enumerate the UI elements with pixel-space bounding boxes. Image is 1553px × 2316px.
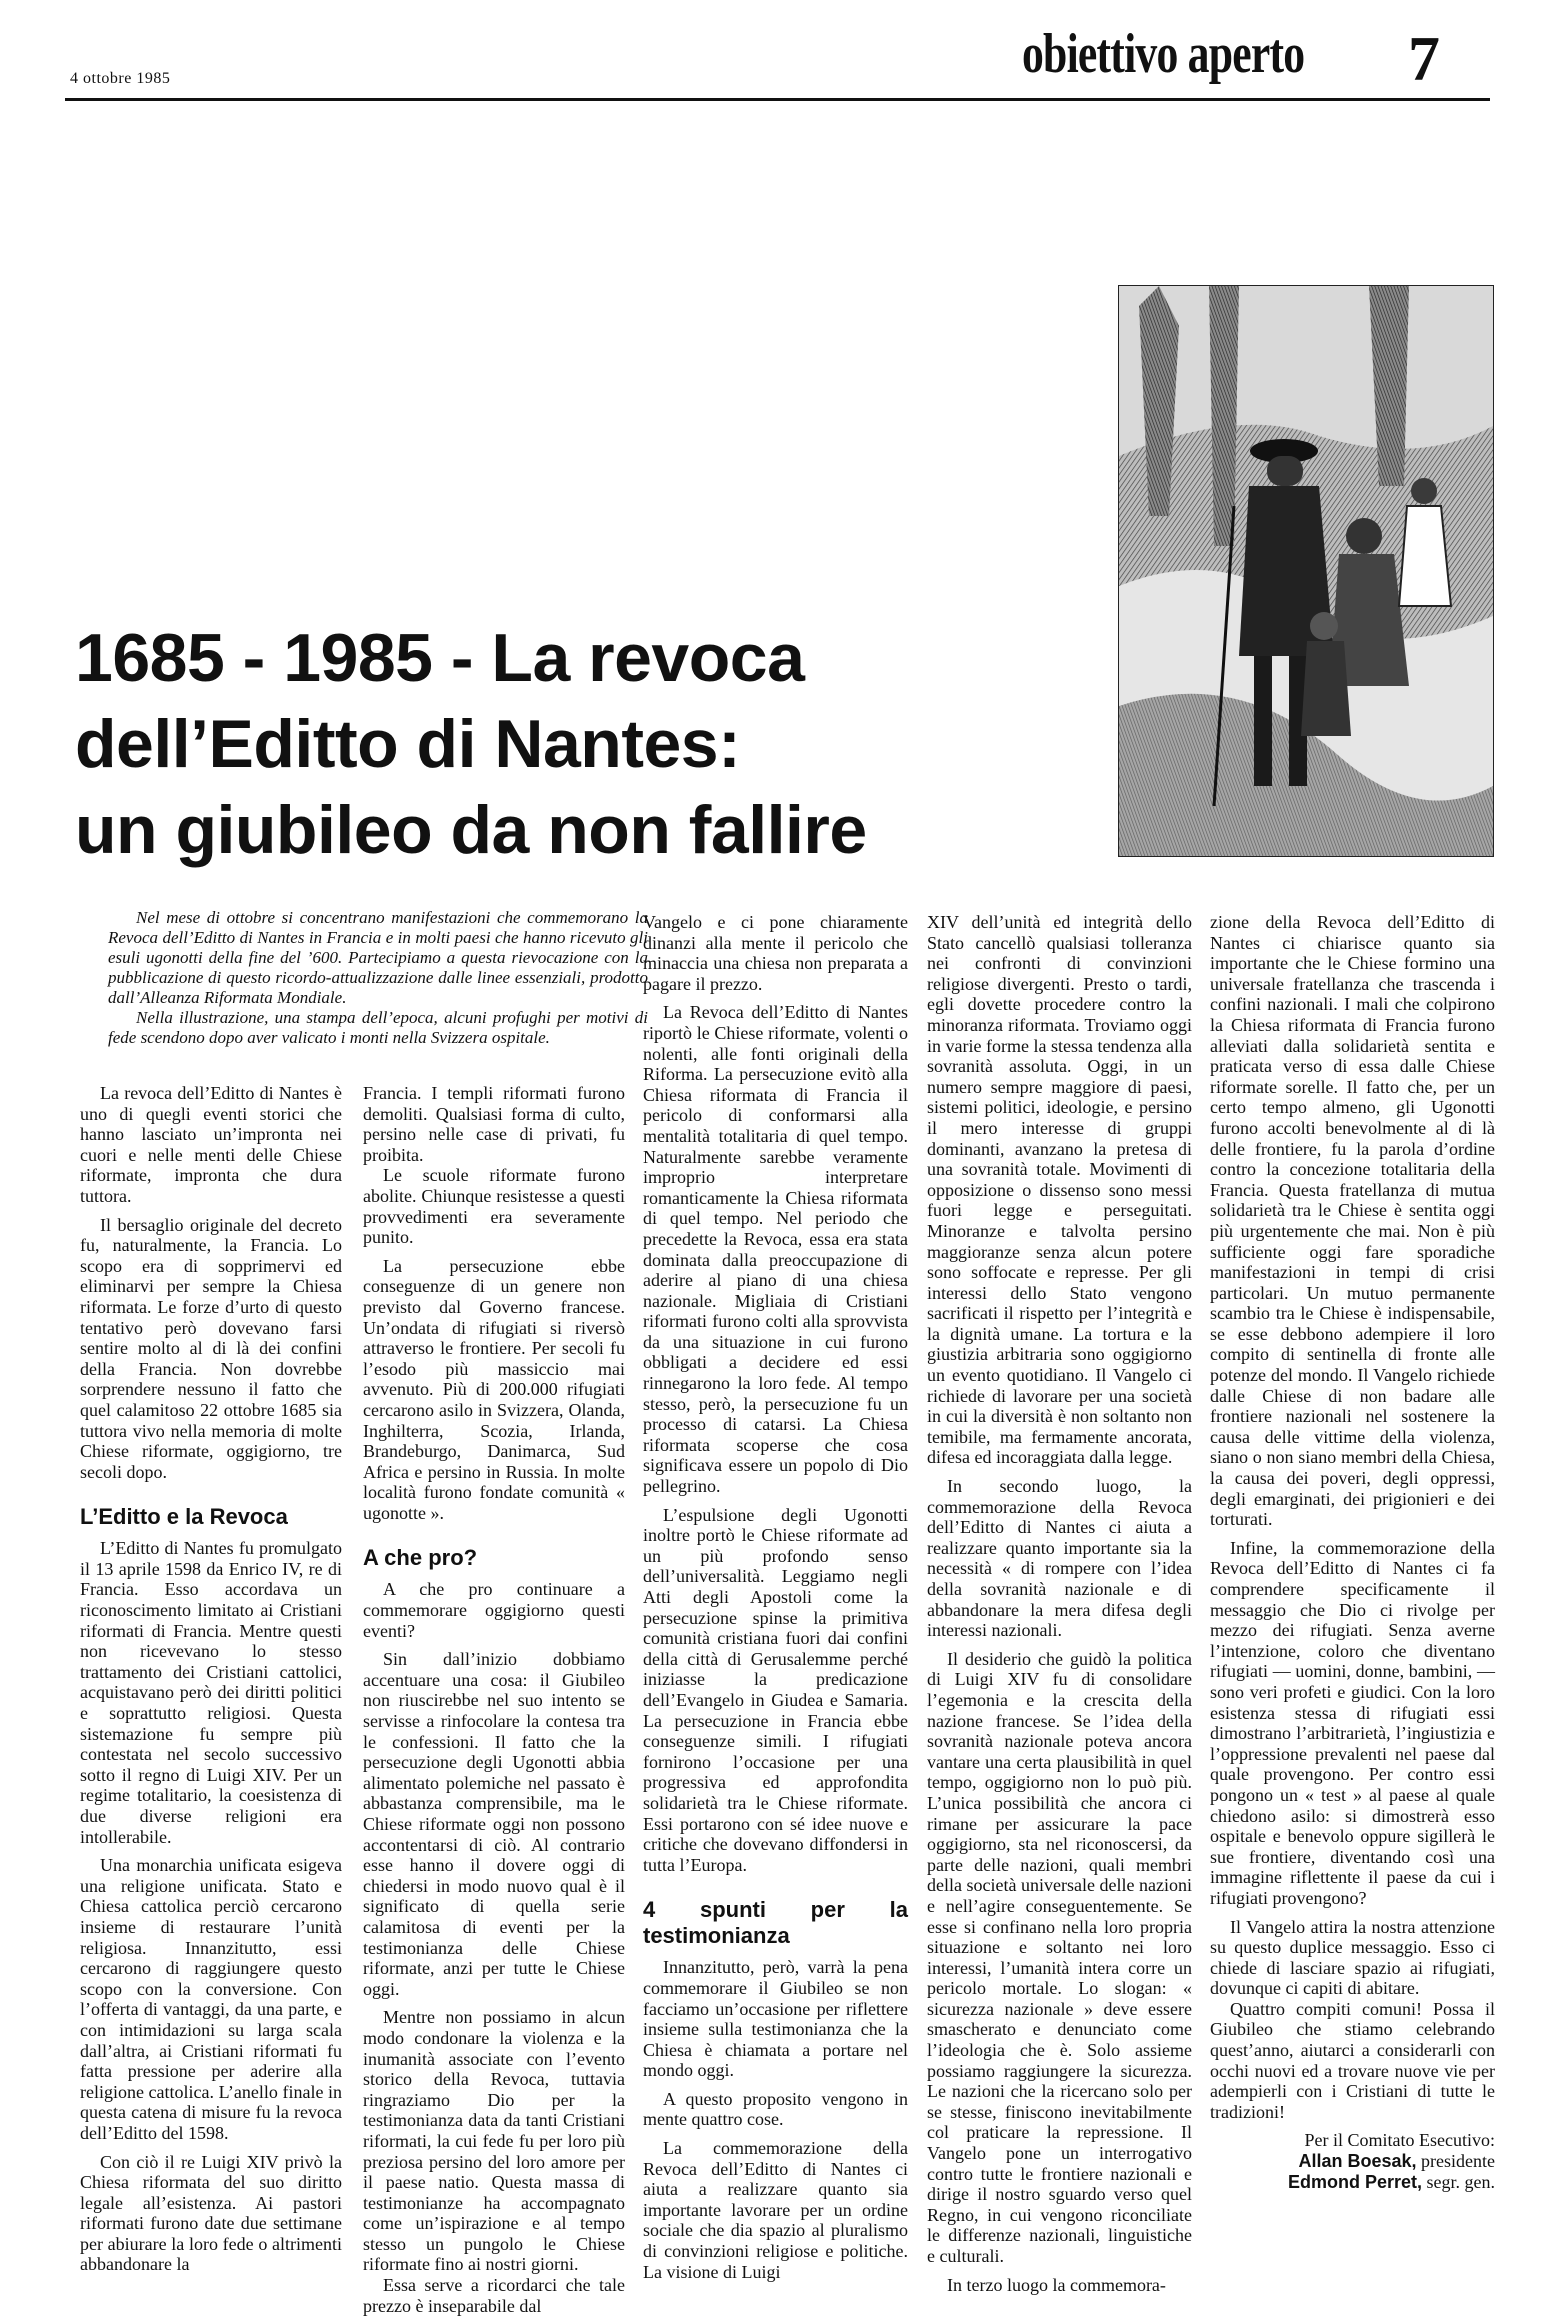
paragraph: La persecuzione ebbe conseguenze di un genere non previsto dal Governo francese. Un’ondata di rifugiati si riversò attraverso le frontiere. Per secoli fu l’esodo più massiccio mai avvenuto. Più di 200.000 rifugiati cercarono asilo in Svizzera, Olanda, Inghilterra, Scozia, Irlanda, Brandeburgo, Danimarca, Sud Africa e persino in Russia. In molte località furono fondate comunità « ugonotte ».	[363, 1255, 625, 1523]
paragraph: L’espulsione degli Ugonotti inoltre portò le Chiese riformate ad un più profondo senso dell’universalità. Leggiamo negli Atti degli Apostoli come la persecuzione spinse la primitiva comunità cristiana fuori dai confini della città di Gerusalemme perché iniziasse la predicazione dell’Evangelo in Giudea e Samaria. La persecuzione in Francia ebbe conseguenze simili. I rifugiati fornirono l’occasione per una progressiva ed approfondita solidarietà tra le Chiese riformate. Essi portarono con sé idee nuove e critiche che dovevano diffondersi in tutta l’Europa.	[643, 1504, 908, 1875]
article-column-4	[927, 912, 1192, 2295]
subheading-4-spunti: 4 spunti per la testimonianza	[643, 1897, 908, 1949]
paragraph: Infine, la commemorazione della Revoca dell’Editto di Nantes ci fa comprendere specificamente il messaggio che Dio ci rivolge per mezzo dei rifugiati. Senza averne l’intenzione, coloro che diventano rifugiati — uomini, donne, bambini, — sono veri profeti e giudici. Con la loro esistenza stessa di rifugiati essi dimostrano l’arbitrarietà, l’ingiustizia e l’oppressione prevalenti nel paese dal quale provengono. Per contro essi pongono un « test » al paese al quale chiedono asilo: si dimostrerà esso ospitale e benevolo oppure sigillerà le sue frontiere, diventando così una immagine riflettente il paese da cui i rifugiati provengono?	[1210, 1537, 1495, 1908]
paragraph: A che pro continuare a commemorare oggigiorno questi eventi?	[363, 1579, 625, 1641]
engraving-illustration	[1118, 285, 1494, 857]
article-column-2	[363, 1083, 625, 2316]
signatory-role: segr. gen.	[1426, 2171, 1495, 2192]
article-column-1	[80, 1083, 342, 2275]
paragraph: La Revoca dell’Editto di Nantes riportò le Chiese riformate, volenti o nolenti, alle fonti originali della Riforma. La persecuzione evitò alla Chiesa riformata di Francia il pericolo di conformarsi alla mentalità totalitaria di quel tempo. Naturalmente sarebbe veramente improprio interpretare romanticamente la Chiesa riformata di quel tempo. Nel periodo che precedette la Revoca, essa era stata dominata dalla preoccupazione di aderire al piano di una chiesa nazionale. Migliaia di Cristiani riformati furono colti alla sprovvista da una situazione in cui furono obbligati a decidere ed essi rinnegarono la loro fede. Al tempo stesso, però, la persecuzione fu un processo di catarsi. La Chiesa riformata scoperse che cosa significava essere un popolo di Dio pellegrino.	[643, 1002, 908, 1497]
paragraph: Una monarchia unificata esigeva una religione unificata. Stato e Chiesa cattolica perciò cercarono insieme di restaurare l’unità religiosa. Innanzitutto, essi cercarono di raggiungere questo scopo con la conversione. Con l’offerta di vantaggi, da una parte, e con intimidazioni su larga scala dall’altra, ai Cristiani riformati fu fatta pressione per aderire alla religione cattolica. L’anello finale in questa catena di misure fu la revoca dell’Editto del 1598.	[80, 1855, 342, 2143]
article-column-3	[643, 912, 908, 2282]
headline-line-3: un giubileo da non fallire	[75, 792, 867, 868]
signature-heading: Per il Comitato Esecutivo:	[1304, 2130, 1495, 2151]
paragraph: In secondo luogo, la commemorazione della Revoca dell’Editto di Nantes ci aiuta a realizzare quanto importante sia la necessità « di rompere con l’idea della sovranità nazionale e di abbandonare la mera difesa degli interessi nazionali.	[927, 1476, 1192, 1641]
signatory-role: presidente	[1421, 2151, 1495, 2172]
subheading-a-che-pro: A che pro?	[363, 1545, 478, 1571]
issue-date: 4 ottobre 1985	[70, 70, 171, 87]
paragraph: In terzo luogo la commemora-	[947, 2274, 1166, 2295]
paragraph: La revoca dell’Editto di Nantes è uno di quegli eventi storici che hanno lasciato un’impronta nei cuori e nelle menti delle Chiese riformate, impronta che dura tuttora.	[80, 1083, 342, 1206]
headline-line-2: dell’Editto di Nantes:	[75, 706, 741, 782]
signatory-name: Allan Boesak,	[1298, 2151, 1417, 2172]
paragraph: zione della Revoca dell’Editto di Nantes ci chiarisce quanto sia importante che le Chiese formino una universale fratellanza che trascenda i confini nazionali. I mali che colpirono la Chiesa riformata di Francia furono alleviati dalla solidarietà sentita e praticata verso di essa dalle Chiese riformate sorelle. Il fatto che, per un certo tempo almeno, gli Ugonotti furono accolti benevolmente al di là delle frontiere, fu la parola d’ordine contro la concezione totalitaria della Francia. Questa fratellanza di mutua solidarietà tra le Chiese è sentita oggi più urgentemente che mai. Non è più sufficiente oggi fare sporadiche manifestazioni in tempi di crisi particolari. Un mutuo permanente scambio tra le Chiese è indispensabile, se esse debbono adempiere il loro compito di sentinella di fronte alle potenze del mondo. Il Vangelo richiede dalle Chiese di non badare alle frontiere nazionali nel sostenere la causa delle vittime della violenza, siano o non siano membri della Chiesa, la causa dei poveri, degli oppressi, degli emarginati, dei prigionieri e dei torturati.	[1210, 912, 1495, 1530]
intro-standfirst	[108, 908, 648, 1048]
paragraph: Essa serve a ricordarci che tale prezzo è inseparabile dal	[363, 2275, 625, 2316]
signature-line-2	[1210, 2172, 1495, 2193]
paragraph: La commemorazione della Revoca dell’Editto di Nantes ci aiuta a realizzare quanto sia importante lavorare per un ordine sociale che dia spazio al pluralismo di convinzioni religiose e politiche. La visione di Luigi	[643, 2138, 908, 2282]
paragraph: Con ciò il re Luigi XIV privò la Chiesa riformata del suo diritto legale all’esistenza. Ai pastori riformati furono date due settimane per abiurare la loro fede o altrimenti abbandonare la	[80, 2151, 342, 2275]
headline-line-1: 1685 - 1985 - La revoca	[75, 620, 805, 696]
paragraph: Il bersaglio originale del decreto fu, naturalmente, la Francia. Lo scopo era di sopprimervi ed eliminarvi per sempre la Chiesa riformata. Le forze d’urto di questo tentativo però dovevano farsi sentire molto al di là dei confini della Francia. Non dovrebbe sorprendere nessuno il fatto che quel calamitoso 22 ottobre 1685 sia tuttora vivo nella memoria di molte Chiese riformate, oggigiorno, tre secoli dopo.	[80, 1214, 342, 1482]
paragraph: Mentre non possiamo in alcun modo condonare la violenza e la inumanità associate con l’evento storico della Revoca, tuttavia ringraziamo Dio per la testimonianza data da tanti Cristiani riformati, la cui fede fu per loro più preziosa persino del loro amore per il paese natio. Questa massa di testimonianze ha accompagnato come un’ispirazione e al tempo stesso un pungolo le Chiese riformate fino ai nostri giorni.	[363, 2007, 625, 2275]
paragraph: Quattro compiti comuni! Possa il Giubileo che stiamo celebrando quest’anno, aiutarci a considerarli con occhi nuovi ed a trovare nuove vie per adempierli con i Cristiani di tutte le tradizioni!	[1210, 1998, 1495, 2122]
section-title: obiettivo aperto	[1022, 23, 1305, 85]
illustration-caption: Nella illustrazione, una stampa dell’epoca, alcuni profughi per motivi di fede scendono dopo aver valicato i monti nella Svizzera ospitale.	[108, 1008, 648, 1047]
paragraph: Sin dall’inizio dobbiamo accentuare una cosa: il Giubileo non riuscirebbe nel suo intento se servisse a rinfocolare la contesa tra le confessioni. Il fatto che la persecuzione degli Ugonotti abbia alimentato polemiche nel passato è abbastanza comprensibile, ma le Chiese riformate oggi non possono accontentarsi di ciò. Al contrario esse hanno il dovere oggi di chiedersi in modo nuovo qual è il significato di quella serie calamitosa di eventi per la testimonianza delle Chiese riformate, anzi per tutte le Chiese oggi.	[363, 1649, 625, 1999]
page-number: 7	[1408, 23, 1440, 94]
paragraph: XIV dell’unità ed integrità dello Stato cancellò qualsiasi tolleranza nei confronti di convinzioni religiose divergenti. Presto o tardi, egli dovette procedere contro la minoranza riformata. Troviamo oggi in varie forme la stessa tendenza alla sovranità assoluta. Oggi, in un numero sempre maggiore di paesi, sistemi politici, ideologie, e persino il mero interesse di gruppi dominanti, avanzano la pretesa di una sovranità totale. Movimenti di opposizione o dissenso sono messi fuori legge e perseguitati. Minoranze e talvolta persino maggioranze senza alcun potere sono soffocate e represse. Per gli interessi dello Stato vengono sacrificati il rispetto per l’integrità e la dignità umane. La tortura e la giustizia arbitraria sono oggigiorno un evento quotidiano. Il Vangelo ci richiede di lavorare per una società in cui la diversità è non soltanto non temibile, ma fermamente ancorata, difesa ed incoraggiata dalla legge.	[927, 912, 1192, 1468]
signatory-name: Edmond Perret,	[1287, 2171, 1423, 2192]
paragraph: L’Editto di Nantes fu promulgato il 13 aprile 1598 da Enrico IV, re di Francia. Esso accordava un riconoscimento limitato ai Cristiani riformati di Francia. Mentre questi non ricevevano lo stesso trattamento dei Cristiani cattolici, acquistavano però dei diritti politici e soprattutto religiosi. Questa sistemazione fu sempre più contestata nel secolo successivo sotto il regno di Luigi XIV. Per un regime totalitario, la coesistenza di due diverse religioni era intollerabile.	[80, 1538, 342, 1847]
paragraph: Innanzitutto, però, varrà la pena commemorare il Giubileo se non facciamo un’occasione per riflettere insieme sulla testimonianza che la Chiesa è chiamata a portare nel mondo oggi.	[643, 1957, 908, 2081]
headline	[75, 615, 935, 873]
paragraph: Vangelo e ci pone chiaramente dinanzi alla mente il pericolo che minaccia una chiesa non preparata a pagare il prezzo.	[643, 912, 908, 994]
paragraph: A questo proposito vengono in mente quattro cose.	[643, 2088, 908, 2130]
paragraph: Le scuole riformate furono abolite. Chiunque resistesse a questi provvedimenti era severamente punito.	[363, 1165, 625, 1248]
subheading-editto: L’Editto e la Revoca	[80, 1504, 288, 1530]
header-rule	[65, 98, 1490, 101]
paragraph: Il Vangelo attira la nostra attenzione su questo duplice messaggio. Esso ci chiede di lasciare spazio ai rifugiati, dovunque ci capiti di abitare.	[1210, 1916, 1495, 1999]
paragraph: Francia. I templi riformati furono demoliti. Qualsiasi forma di culto, persino nelle case di privati, fu proibita.	[363, 1083, 625, 1165]
article-column-5	[1210, 912, 1495, 2192]
intro-paragraph: Nel mese di ottobre si concentrano manifestazioni che commemorano la Revoca dell’Editto di Nantes in Francia e in molti paesi che hanno ricevuto gli esuli ugonotti della fine del ’600. Partecipiamo a questa rievocazione con la pubblicazione di questo ricordo-attualizzazione dalle linee essenziali, prodotto dall’Alleanza Riformata Mondiale.	[108, 908, 648, 1007]
paragraph: Il desiderio che guidò la politica di Luigi XIV fu di consolidare l’egemonia e la crescita della nazione francese. Se l’idea della sovranità nazionale poteva ancora vantare una certa plausibilità in quel tempo, oggigiorno non lo può più. L’unica possibilità che ancora ci rimane per assicurare la pace oggigiorno, sta nel riconoscersi, da parte delle nazioni, quali membri della società universale delle nazioni e nell’agire conseguentemente. Se esse si confinano nella loro propria situazione e soltanto nei loro interessi, l’umanità intera corre un pericolo mortale. Lo slogan: « sicurezza nazionale » deve essere smascherato e denunciato come l’ideologia che è. Solo assieme possiamo raggiungere la sicurezza. Le nazioni che la ricercano solo per se stesse, finiscono inevitabilmente col praticare la repressione. Il Vangelo pone un interrogativo contro tutte le frontiere nazionali e dirige il nostro sguardo verso quel Regno, in cui vengono riconciliate le differenze nazionali, linguistiche e culturali.	[927, 1648, 1192, 2266]
